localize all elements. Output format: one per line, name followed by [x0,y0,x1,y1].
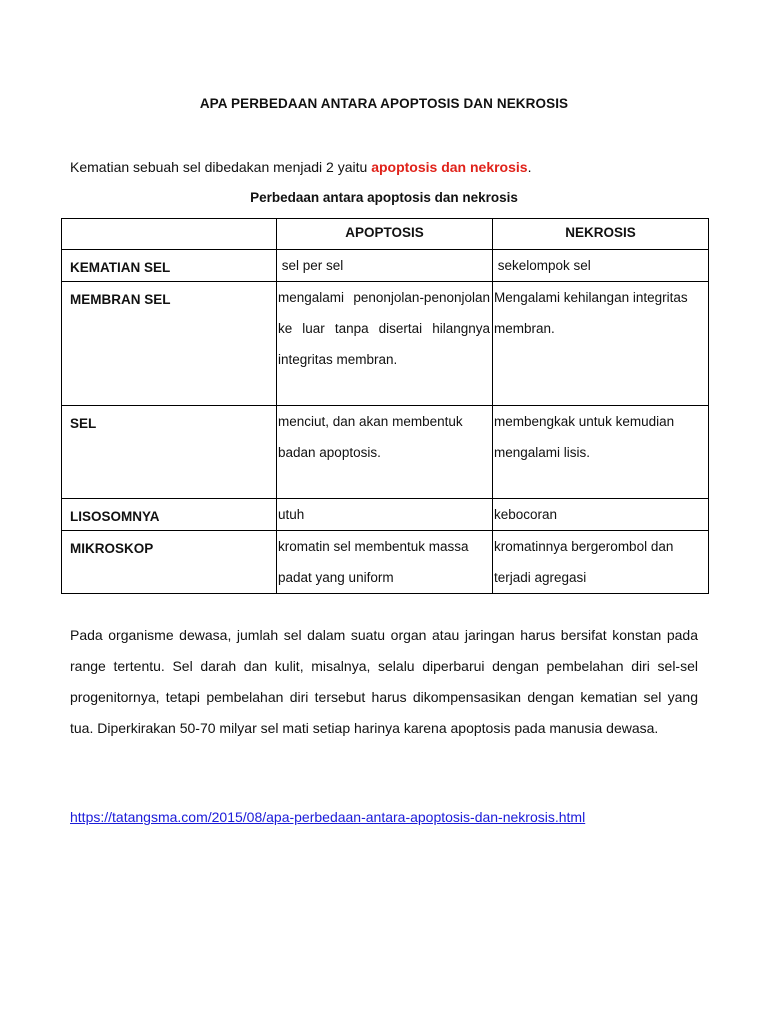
apoptosis-cell: menciut, dan akan membentuk badan apoptosis. [277,406,493,499]
table-header-row [62,219,709,250]
apoptosis-cell: sel per sel [277,250,493,282]
header-cell-apoptosis: APOPTOSIS [277,219,493,250]
table-row [62,406,709,499]
table-row [62,499,709,531]
body-paragraph: Pada organisme dewasa, jumlah sel dalam suatu organ atau jaringan harus bersifat konstan pada range tertentu. Sel darah dan kulit, misalnya, selalu diperbarui dengan pembelahan diri sel-sel progenitornya, tetapi pembelahan diri tersebut harus dikompensasikan dengan kematian sel yang tua. Diperkirakan 50-70 milyar sel mati setiap harinya karena apoptosis pada manusia dewasa. [70,627,698,736]
nekrosis-cell: sekelompok sel [493,250,709,282]
header-cell-nekrosis: NEKROSIS [493,219,709,250]
nekrosis-cell: Mengalami kehilangan integritas membran. [493,282,709,406]
intro-text [70,159,531,175]
row-label: MIKROSKOP [62,531,277,594]
nekrosis-cell: kebocoran [493,499,709,531]
row-label: LISOSOMNYA [62,499,277,531]
comparison-table [61,218,709,594]
table-caption: Perbedaan antara apoptosis dan nekrosis [250,190,518,205]
table-row [62,250,709,282]
row-label: MEMBRAN SEL [62,282,277,406]
row-label: KEMATIAN SEL [62,250,277,282]
page-title: APA PERBEDAAN ANTARA APOPTOSIS DAN NEKROSIS [199,96,569,111]
table-row [62,282,709,406]
apoptosis-cell: mengalami penonjolan-penonjolan ke luar tanpa disertai hilangnya integritas membran. [277,282,493,406]
nekrosis-cell: membengkak untuk kemudian mengalami lisis. [493,406,709,499]
nekrosis-cell: kromatinnya bergerombol dan terjadi agregasi [493,531,709,594]
intro-after: . [527,159,532,175]
row-label: SEL [62,406,277,499]
source-link[interactable]: https://tatangsma.com/2015/08/apa-perbedaan-antara-apoptosis-dan-nekrosis.html [70,809,586,825]
intro-before: Kematian sebuah sel dibedakan menjadi 2 yaitu [70,159,372,175]
intro-highlight: apoptosis dan nekrosis [371,159,528,175]
apoptosis-cell: kromatin sel membentuk massa padat yang uniform [277,531,493,594]
header-cell-empty [62,219,277,250]
table-row [62,531,709,594]
apoptosis-cell: utuh [277,499,493,531]
